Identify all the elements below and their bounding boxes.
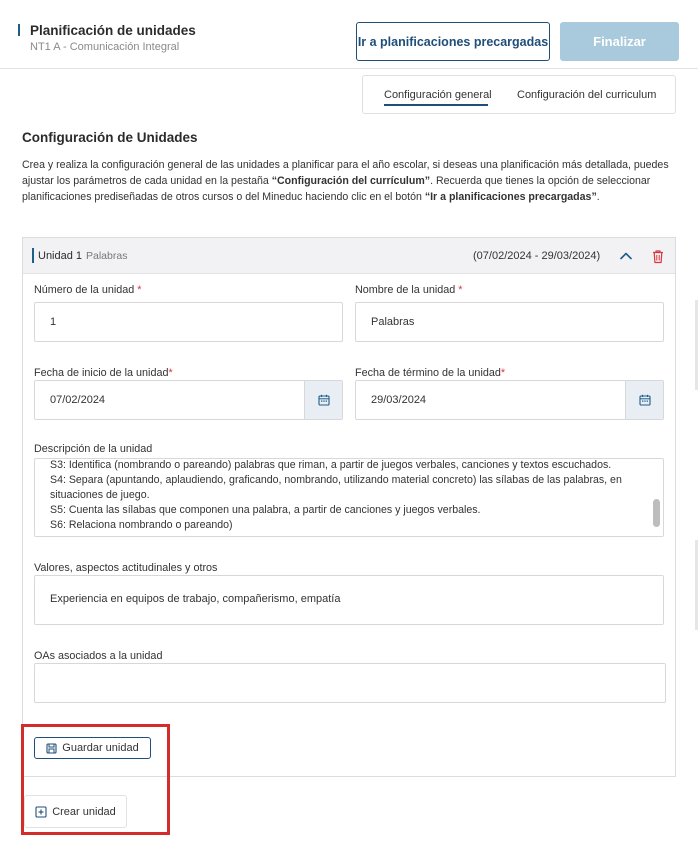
intro-bold-precargadas: “Ir a planificaciones precargadas” (424, 191, 597, 203)
create-unit-label: Crear unidad (52, 805, 116, 818)
start-date-label: Fecha de inicio de la unidad* (34, 367, 173, 379)
description-content (50, 458, 635, 533)
end-date-input[interactable]: 29/03/2024 (355, 380, 664, 420)
unit-name-input[interactable]: Palabras (355, 302, 664, 342)
unit-number-label: Número de la unidad * (34, 284, 142, 296)
tab-general-config[interactable]: Configuración general (384, 89, 492, 101)
intro-text-3: . (596, 191, 600, 203)
end-date-label: Fecha de término de la unidad* (355, 367, 506, 379)
page-title: Planificación de unidades (30, 23, 196, 38)
section-intro (22, 157, 672, 205)
intro-bold-curriculum: “Configuración del currículum” (271, 175, 431, 187)
oas-input[interactable] (34, 663, 666, 703)
config-tabs (362, 75, 676, 114)
unit-name-tag: Palabras (86, 250, 128, 262)
save-unit-label: Guardar unidad (62, 742, 139, 754)
values-label: Valores, aspectos actitudinales y otros (34, 562, 218, 574)
unit-label: Unidad 1 (38, 250, 83, 262)
scrollbar-thumb[interactable] (653, 499, 660, 527)
values-input[interactable]: Experiencia en equipos de trabajo, compañerismo, empatía (34, 575, 664, 625)
unit-name-label: Nombre de la unidad * (355, 284, 463, 296)
description-line: S3: Identifica (nombrando o pareando) palabras que riman, a partir de juegos verbales, canciones y textos escuchados. (50, 459, 612, 471)
calendar-icon[interactable] (304, 381, 342, 419)
description-line: S4: Separa (apuntando, aplaudiendo, graficando, nombrando, utilizando material concreto) las sílabas de las palabras, en situaciones de juego. (50, 474, 622, 501)
page-subtitle: NT1 A - Comunicación Integral (30, 41, 180, 53)
description-textarea[interactable] (34, 458, 664, 537)
start-date-input[interactable]: 07/02/2024 (34, 380, 343, 420)
description-label: Descripción de la unidad (34, 443, 153, 455)
intro-text-1: Crea y realiza la configuración general de las unidades a planificar para el año escolar, si deseas una planificación más detallada, puedes ajustar los parámetros de cada unidad en la pestaña (22, 159, 669, 187)
unit-card-header[interactable] (23, 238, 675, 274)
section-title: Configuración de Unidades (22, 130, 198, 145)
tab-curriculum-config[interactable]: Configuración del curriculum (517, 89, 657, 101)
chevron-up-icon[interactable] (619, 249, 633, 263)
description-line: S5: Cuenta las sílabas que componen una palabra, a partir de canciones y juegos verbales. (50, 504, 481, 516)
active-tab-indicator (384, 104, 488, 106)
highlight-box (21, 724, 170, 835)
unit-date-range: (07/02/2024 - 29/03/2024) (473, 250, 601, 262)
unit-accent-bar (32, 248, 34, 263)
intro-text-2: . Recuerda que tienes la opción de seleccionar planificaciones prediseñadas de otros cursos o del Mineduc haciendo clic en el botón (22, 175, 651, 203)
description-scrollbar[interactable] (651, 461, 661, 534)
header-divider (0, 68, 698, 69)
precargadas-button[interactable]: Ir a planificaciones precargadas (356, 22, 550, 61)
header-accent-bar (18, 24, 20, 36)
description-line: S6: Relaciona nombrando o pareando) (50, 519, 233, 531)
oas-label: OAs asociados a la unidad (34, 650, 163, 662)
trash-icon[interactable] (651, 249, 665, 264)
calendar-icon[interactable] (625, 381, 663, 419)
unit-number-input[interactable]: 1 (34, 302, 343, 342)
finalize-button[interactable]: Finalizar (560, 22, 679, 61)
